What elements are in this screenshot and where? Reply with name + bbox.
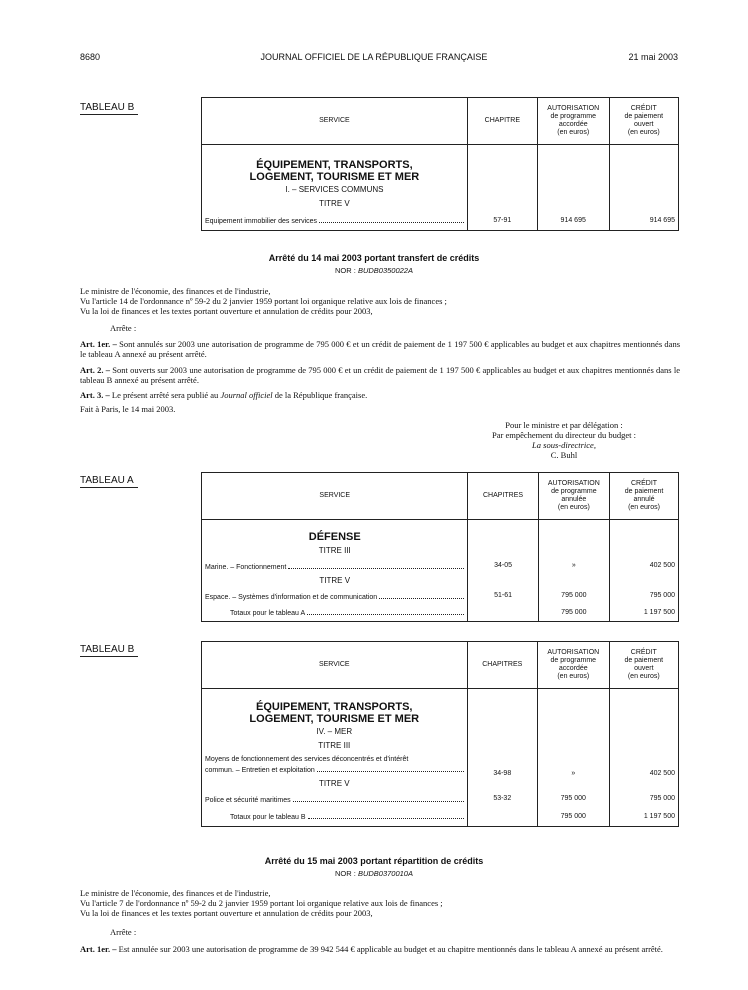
header-chapitre: CHAPITRE [467,98,537,145]
arrete-title: Arrêté du 15 mai 2003 portant répartition de crédits [264,856,484,866]
row-chapitre: 53-32 [467,791,537,807]
row-service-line2: commun. – Entretien et exploitation [205,766,315,774]
row-service: Espace. – Systèmes d'information et de communication [205,593,378,601]
header-service: SERVICE [202,642,468,689]
arrete-word: Arrête : [110,927,137,937]
header-autorisation: AUTORISATION de programme annulée (en euros) [538,473,609,520]
row-credit: 795 000 [609,791,678,807]
issue-date: 21 mai 2003 [628,52,678,62]
row-service: Police et sécurité maritimes [205,796,291,804]
fait-line: Fait à Paris, le 14 mai 2003. [80,404,176,414]
row-autorisation: » [538,558,609,574]
row-chapitre: 34-05 [468,558,538,574]
header-chapitres: CHAPITRES [468,473,538,520]
ministry-title: DÉFENSE [202,530,468,544]
article-2: Art. 2. – Sont ouverts sur 2003 une autorisation de programme de 795 000 € et un crédit de paiement de 1 197 500 € applicables au budget et aux chapitres mentionnés dans le tableau B annexé au présent arrêté. [80,365,680,385]
row-credit: 402 500 [609,753,678,777]
signature-block: Pour le ministre et par délégation : Par empêchement du directeur du budget : La sous-directrice, C. Buhl [492,420,636,460]
ministry-title: ÉQUIPEMENT, TRANSPORTS, LOGEMENT, TOURISME ET MER [202,701,468,725]
header-autorisation: AUTORISATION de programme accordée (en euros) [538,642,610,689]
row-chapitre: 34-98 [467,753,537,777]
header-credit: CRÉDIT de paiement ouvert (en euros) [609,642,678,689]
row-credit: 795 000 [610,588,679,604]
titre-heading: TITRE III [202,544,468,558]
row-credit: 402 500 [610,558,679,574]
total-label: Totaux pour le tableau B [230,814,306,822]
row-service: Equipement immobilier des services [205,218,318,226]
table-label: TABLEAU B [80,644,138,657]
titre-heading: TITRE V [202,197,468,211]
arrete-title: Arrêté du 14 mai 2003 portant transfert de crédits [268,253,480,263]
arrete-word: Arrête : [110,323,137,333]
total-credit: 1 197 500 [610,604,679,622]
header-service: SERVICE [202,473,468,520]
row-autorisation: 795 000 [538,791,610,807]
header-credit: CRÉDIT de paiement ouvert (en euros) [609,98,678,145]
total-autorisation: 795 000 [538,807,610,827]
table-tableau-b-top [201,97,679,231]
article-3: Art. 3. – Le présent arrêté sera publié au Journal officiel de la République française. [80,390,368,400]
page-number: 8680 [80,52,101,62]
row-service: Marine. – Fonctionnement [205,563,287,571]
header-service: SERVICE [202,98,468,145]
arrete-intro: Le ministre de l'économie, des finances et de l'industrie, Vu l'article 14 de l'ordonnance nº 59-2 du 2 janvier 1959 portant loi organique relative aux lois de finances ; Vu la loi de finances et les textes portant ouverture et annulation de crédits pour 2003, [80,286,447,316]
article-1: Art. 1er. – Est annulée sur 2003 une autorisation de programme de 39 942 544 € applicable au budget et au chapitre mentionnés dans le tableau A annexé au présent arrêté. [80,944,663,954]
header-credit: CRÉDIT de paiement annulé (en euros) [610,473,679,520]
section-title: IV. – MER [202,725,468,739]
total-autorisation: 795 000 [538,604,609,622]
journal-title: JOURNAL OFFICIEL DE LA RÉPUBLIQUE FRANÇAISE [260,52,488,62]
titre-heading: TITRE V [202,574,468,588]
row-credit: 914 695 [609,211,678,231]
section-title: I. – SERVICES COMMUNS [202,183,468,197]
ministry-title: ÉQUIPEMENT, TRANSPORTS, LOGEMENT, TOURISME ET MER [202,159,468,183]
article-1: Art. 1er. – Sont annulés sur 2003 une autorisation de programme de 795 000 € et un crédit de paiement de 1 197 500 € applicables au budget et aux chapitres mentionnés dans le tableau A annexé au présent arrêté. [80,339,680,359]
row-autorisation: 795 000 [538,588,609,604]
row-service-line1: Moyens de fonctionnement des services déconcentrés et d'intérêt [205,755,409,763]
header-autorisation: AUTORISATION de programme accordée (en euros) [537,98,609,145]
header-chapitres: CHAPITRES [467,642,537,689]
row-autorisation: » [538,753,610,777]
titre-heading: TITRE III [202,739,468,753]
arrete-intro: Le ministre de l'économie, des finances et de l'industrie, Vu l'article 7 de l'ordonnance nº 59-2 du 2 janvier 1959 portant loi organique relative aux lois de finances ; Vu la loi de finances et les textes portant ouverture et annulation de crédits pour 2003, [80,888,443,918]
table-tableau-a [201,472,679,622]
table-label: TABLEAU B [80,102,138,115]
table-tableau-b [201,641,679,827]
row-autorisation: 914 695 [537,211,609,231]
row-chapitre: 57-91 [467,211,537,231]
table-label: TABLEAU A [80,475,138,488]
titre-heading: TITRE V [202,777,468,791]
total-credit: 1 197 500 [609,807,678,827]
nor-line: NOR : BUDB0370010A [335,869,413,878]
row-chapitre: 51-61 [468,588,538,604]
total-label: Totaux pour le tableau A [230,610,306,618]
nor-line: NOR : BUDB0350022A [335,266,413,275]
